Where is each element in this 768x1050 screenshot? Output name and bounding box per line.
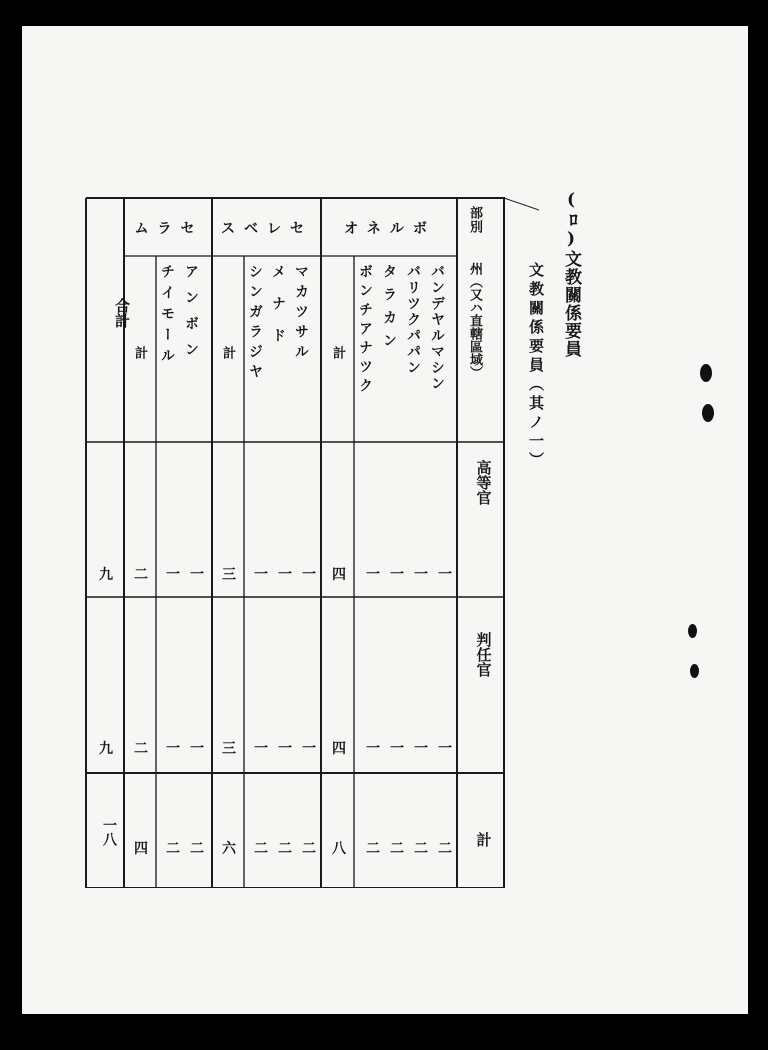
row2-ceram-value: 一 (190, 741, 204, 757)
row1-borneo-value: 一 (366, 567, 380, 583)
row2-borneo-subtotal: 四 (332, 741, 346, 757)
row3-grand-total: 一八 (101, 818, 117, 846)
row2-celebes-value: 一 (254, 741, 268, 757)
row3-ceram-value: 二 (166, 841, 180, 857)
row1-celebes-value: 一 (278, 567, 292, 583)
row1-celebes-subtotal: 三 (222, 567, 236, 583)
row2-borneo-value: 一 (414, 741, 428, 757)
row3-borneo-value: 二 (366, 841, 380, 857)
row3-borneo-value: 二 (438, 841, 452, 857)
row2-borneo-value: 一 (438, 741, 452, 757)
grade-label-total: 計 (474, 832, 493, 847)
row2-grand-total: 九 (99, 741, 113, 757)
region-timor: チイモール (159, 264, 175, 369)
row2-celebes-value: 一 (278, 741, 292, 757)
row3-celebes-subtotal: 六 (222, 841, 236, 857)
subtotal-header-borneo: 計 (330, 346, 345, 359)
row3-ceram-subtotal: 四 (134, 841, 148, 857)
group-header-ceram: セラム (134, 221, 204, 237)
region-banjarmasin: バンデヤルマシン (429, 264, 445, 392)
row3-borneo-value: 二 (390, 841, 404, 857)
row2-celebes-subtotal: 三 (222, 741, 236, 757)
region-balikpapan: バリツクパパン (405, 264, 421, 376)
margin-heading: (ﾛ)文教關係要員 (561, 190, 581, 358)
group-header-celebes: セレベス (221, 221, 313, 237)
row1-borneo-value: 一 (414, 567, 428, 583)
row3-celebes-value: 二 (254, 841, 268, 857)
binding-hole-mark (688, 624, 697, 638)
grade-label-koutoukan: 高等官 (474, 460, 493, 505)
group-header-borneo: ボルネオ (344, 221, 436, 237)
category-header: 部別 (467, 206, 482, 234)
staff-table (64, 170, 545, 888)
row2-ceram-value: 一 (166, 741, 180, 757)
subtotal-header-ceram: 計 (132, 346, 147, 359)
row1-ceram-value: 一 (166, 567, 180, 583)
row3-celebes-value: 二 (302, 841, 316, 857)
region-singaraja: シンガラジヤ (247, 264, 263, 384)
grand-total-header: 合計 (113, 298, 131, 328)
row2-ceram-subtotal: 二 (134, 741, 148, 757)
binding-hole-mark (690, 664, 699, 678)
row1-celebes-value: 一 (302, 567, 316, 583)
row1-grand-total: 九 (99, 567, 113, 583)
row3-celebes-value: 二 (278, 841, 292, 857)
binding-hole-mark (702, 404, 714, 422)
row3-borneo-value: 二 (414, 841, 428, 857)
row1-borneo-value: 一 (390, 567, 404, 583)
grade-label-haninkan: 判任官 (474, 632, 493, 677)
row1-borneo-subtotal: 四 (332, 567, 346, 583)
row3-ceram-value: 二 (190, 841, 204, 857)
region-tarakan: タラカン (381, 264, 397, 356)
subtotal-header-celebes: 計 (220, 346, 235, 359)
row1-borneo-value: 一 (438, 567, 452, 583)
binding-hole-mark (700, 364, 712, 382)
row1-celebes-value: 一 (254, 567, 268, 583)
region-pontianak: ボンチアナツク (357, 264, 373, 397)
row3-borneo-subtotal: 八 (332, 841, 346, 857)
region-ambon: アンボン (183, 264, 199, 368)
table-title: 文教關係要員（其ノ一） (527, 262, 545, 471)
row2-celebes-value: 一 (302, 741, 316, 757)
row1-ceram-value: 一 (190, 567, 204, 583)
row1-ceram-subtotal: 二 (134, 567, 148, 583)
row2-borneo-value: 一 (390, 741, 404, 757)
region-makassar: マカツサル (293, 264, 309, 364)
region-header: 州（又ハ直轄區域） (467, 262, 482, 379)
region-manado: メナド (270, 264, 286, 360)
row2-borneo-value: 一 (366, 741, 380, 757)
